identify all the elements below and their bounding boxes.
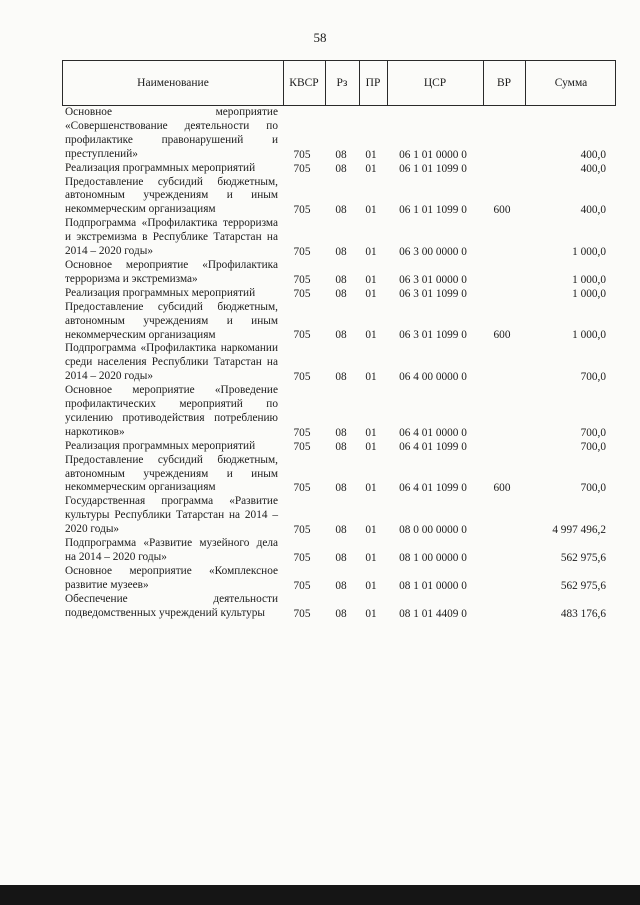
table-row — [62, 259, 616, 287]
table-row — [62, 176, 616, 218]
row-csr: 06 3 01 1099 0 — [399, 329, 467, 342]
table-header — [62, 60, 616, 106]
row-vr: 600 — [493, 329, 511, 342]
row-sum: 562 975,6 — [560, 551, 606, 564]
row-kvsr: 705 — [293, 148, 311, 161]
row-csr: 06 3 01 0000 0 — [399, 273, 467, 286]
row-name: Предоставление субсидий бюджетным, автономным учреждениям и иным некоммерческим организациям — [65, 300, 278, 341]
row-kvsr: 705 — [293, 607, 311, 620]
row-csr: 06 4 01 0000 0 — [399, 426, 467, 439]
table-row — [62, 384, 616, 440]
row-kvsr: 705 — [293, 245, 311, 258]
row-name: Предоставление субсидий бюджетным, автономным учреждениям и иным некоммерческим организациям — [65, 453, 278, 494]
header-vr: ВР — [496, 77, 512, 89]
row-kvsr: 705 — [293, 579, 311, 592]
row-rz: 08 — [335, 329, 347, 342]
row-rz: 08 — [335, 245, 347, 258]
row-name: Подпрограмма «Профилактика терроризма и экстремизма в Республике Татарстан на 2014 – 2020 годы» — [65, 217, 278, 258]
row-pr: 01 — [365, 482, 377, 495]
row-csr: 08 1 01 4409 0 — [399, 607, 467, 620]
row-name: Основное мероприятие «Профилактика терроризма и экстремизма» — [65, 258, 278, 285]
row-csr: 06 4 00 0000 0 — [399, 371, 467, 384]
row-pr: 01 — [365, 579, 377, 592]
row-csr: 06 4 01 1099 0 — [399, 440, 467, 453]
header-kvsr: КВСР — [289, 77, 319, 89]
row-pr: 01 — [365, 371, 377, 384]
row-name: Государственная программа «Развитие культуры Республики Татарстан на 2014 – 2020 годы» — [65, 495, 278, 536]
table-row — [62, 301, 616, 343]
table-row — [62, 495, 616, 537]
row-pr: 01 — [365, 204, 377, 217]
row-csr: 06 4 01 1099 0 — [399, 482, 467, 495]
row-pr: 01 — [365, 524, 377, 537]
table-row — [62, 565, 616, 593]
table-row — [62, 440, 616, 454]
row-sum: 400,0 — [580, 162, 606, 175]
header-pr: ПР — [365, 77, 381, 89]
row-pr: 01 — [365, 273, 377, 286]
row-pr: 01 — [365, 329, 377, 342]
row-sum: 700,0 — [580, 371, 606, 384]
row-kvsr: 705 — [293, 287, 311, 300]
row-sum: 400,0 — [580, 204, 606, 217]
table-row — [62, 162, 616, 176]
row-rz: 08 — [335, 482, 347, 495]
row-pr: 01 — [365, 440, 377, 453]
table-body — [62, 106, 616, 621]
row-sum: 400,0 — [580, 148, 606, 161]
row-kvsr: 705 — [293, 273, 311, 286]
table-row — [62, 217, 616, 259]
row-pr: 01 — [365, 551, 377, 564]
scan-border — [0, 885, 640, 905]
table-row — [62, 454, 616, 496]
row-sum: 1 000,0 — [572, 287, 606, 300]
row-rz: 08 — [335, 551, 347, 564]
row-kvsr: 705 — [293, 440, 311, 453]
row-kvsr: 705 — [293, 482, 311, 495]
row-csr: 08 1 00 0000 0 — [399, 551, 467, 564]
row-sum: 700,0 — [580, 426, 606, 439]
row-csr: 06 1 01 1099 0 — [399, 162, 467, 175]
row-csr: 08 1 01 0000 0 — [399, 579, 467, 592]
header-rz: Рз — [336, 77, 348, 89]
row-sum: 1 000,0 — [572, 329, 606, 342]
row-vr: 600 — [493, 482, 511, 495]
table-row — [62, 342, 616, 384]
row-rz: 08 — [335, 524, 347, 537]
row-sum: 483 176,6 — [560, 607, 606, 620]
row-name: Подпрограмма «Развитие музейного дела на 2014 – 2020 годы» — [65, 537, 278, 563]
row-sum: 562 975,6 — [560, 579, 606, 592]
row-name: Подпрограмма «Профилактика наркомании среди населения Республики Татарстан на 2014 – 2020 годы» — [65, 342, 278, 383]
row-rz: 08 — [335, 371, 347, 384]
row-vr: 600 — [493, 204, 511, 217]
table-row — [62, 287, 616, 301]
header-name: Наименование — [137, 77, 209, 89]
row-rz: 08 — [335, 426, 347, 439]
row-name: Основное мероприятие «Проведение профилактических мероприятий по усилению противодействия потреблению наркотиков» — [65, 384, 278, 438]
row-kvsr: 705 — [293, 204, 311, 217]
row-name: Реализация программных мероприятий — [65, 439, 256, 452]
row-kvsr: 705 — [293, 551, 311, 564]
row-sum: 700,0 — [580, 482, 606, 495]
row-sum: 700,0 — [580, 440, 606, 453]
row-name: Основное мероприятие «Комплексное развитие музеев» — [65, 564, 278, 591]
row-pr: 01 — [365, 287, 377, 300]
row-rz: 08 — [335, 148, 347, 161]
row-name: Основное мероприятие «Совершенствование деятельности по профилактике правонарушений и преступлений» — [65, 106, 278, 160]
row-sum: 1 000,0 — [572, 245, 606, 258]
row-csr: 08 0 00 0000 0 — [399, 524, 467, 537]
table-row — [62, 106, 616, 162]
header-csr: ЦСР — [423, 77, 447, 89]
row-name: Реализация программных мероприятий — [65, 286, 256, 299]
row-rz: 08 — [335, 607, 347, 620]
row-csr: 06 1 01 0000 0 — [399, 148, 467, 161]
row-kvsr: 705 — [293, 329, 311, 342]
row-rz: 08 — [335, 287, 347, 300]
row-csr: 06 3 00 0000 0 — [399, 245, 467, 258]
row-sum: 1 000,0 — [572, 273, 606, 286]
row-pr: 01 — [365, 245, 377, 258]
row-kvsr: 705 — [293, 162, 311, 175]
row-kvsr: 705 — [293, 426, 311, 439]
row-csr: 06 3 01 1099 0 — [399, 287, 467, 300]
row-rz: 08 — [335, 204, 347, 217]
row-pr: 01 — [365, 162, 377, 175]
budget-table — [62, 60, 616, 621]
header-sum: Сумма — [554, 77, 588, 89]
row-rz: 08 — [335, 579, 347, 592]
row-name: Обеспечение деятельности подведомственных учреждений культуры — [65, 592, 278, 619]
row-pr: 01 — [365, 607, 377, 620]
row-kvsr: 705 — [293, 371, 311, 384]
table-row — [62, 537, 616, 565]
page-number: 58 — [313, 30, 327, 45]
row-rz: 08 — [335, 162, 347, 175]
row-rz: 08 — [335, 273, 347, 286]
row-csr: 06 1 01 1099 0 — [399, 204, 467, 217]
row-pr: 01 — [365, 148, 377, 161]
row-name: Реализация программных мероприятий — [65, 161, 256, 174]
row-pr: 01 — [365, 426, 377, 439]
row-name: Предоставление субсидий бюджетным, автономным учреждениям и иным некоммерческим организациям — [65, 175, 278, 216]
row-sum: 4 997 496,2 — [552, 524, 606, 537]
row-rz: 08 — [335, 440, 347, 453]
row-kvsr: 705 — [293, 524, 311, 537]
table-row — [62, 593, 616, 621]
